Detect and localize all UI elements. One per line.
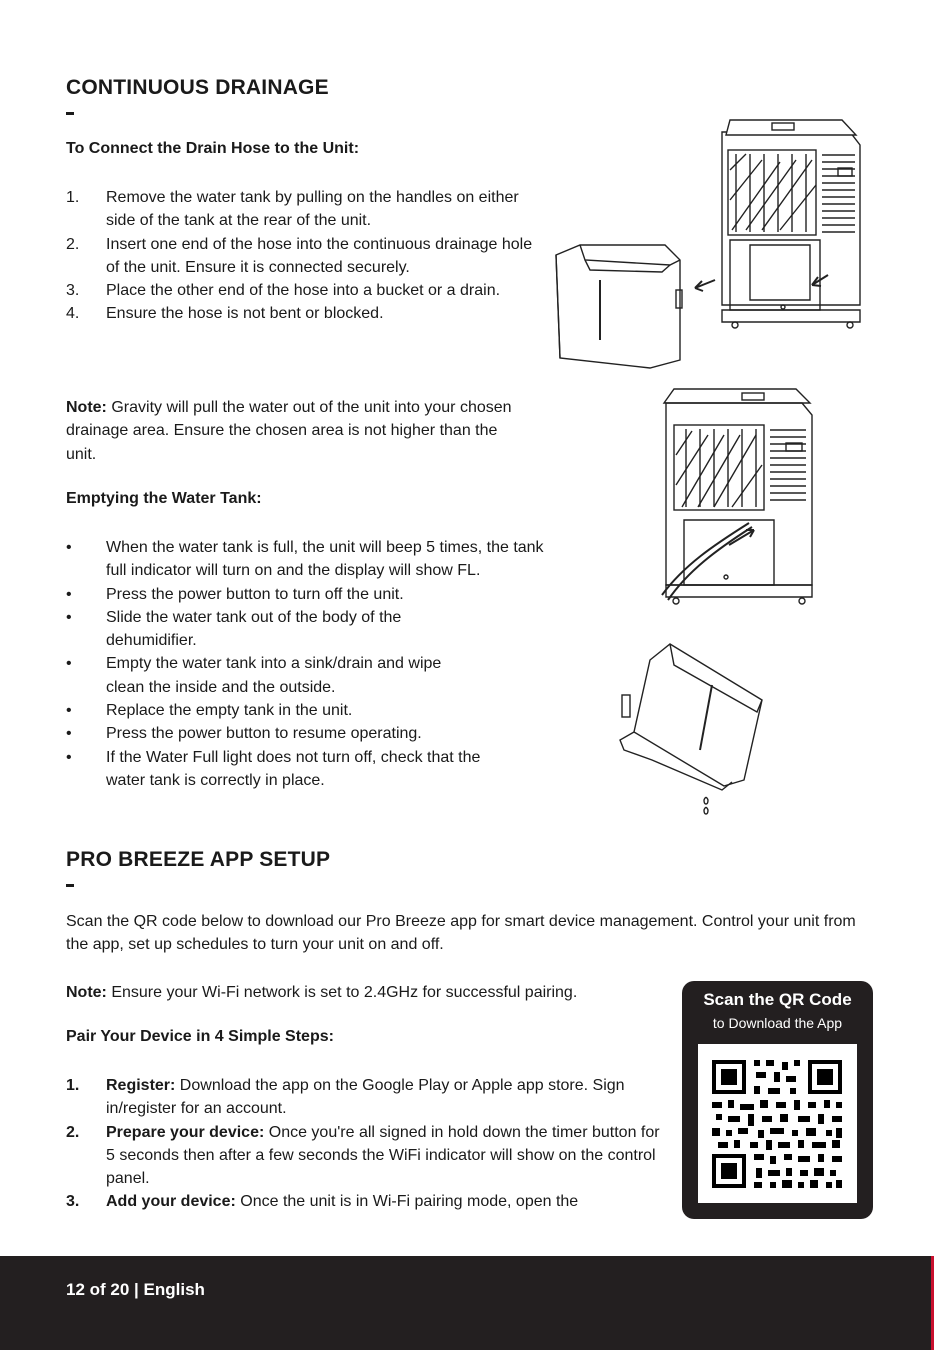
tank-removal-illustration <box>550 110 880 375</box>
empty-tank-illustration <box>612 640 772 820</box>
heading-dash <box>66 884 74 887</box>
list-item: • Press the power button to resume operating. <box>66 725 422 743</box>
list-item: • Empty the water tank into a sink/drain and wipe clean the inside and the outside. <box>66 655 442 696</box>
list-item: 2. Prepare your device: Once you're all signed in hold down the timer button for 5 seconds then after a few seconds the WiFi indicator will show on the control panel. <box>66 1123 660 1188</box>
list-item: 4. Ensure the hose is not bent or blocked. <box>66 305 384 323</box>
emptying-tank-subheading: Emptying the Water Tank: <box>66 490 262 507</box>
list-item: 2. Insert one end of the hose into the continuous drainage hole of the unit. Ensure it is connected securely. <box>66 235 533 276</box>
page-footer <box>0 1256 934 1350</box>
qr-code-card <box>682 981 873 1219</box>
footer-page-info <box>66 1280 205 1300</box>
qr-code[interactable] <box>698 1044 857 1203</box>
list-item: • Replace the empty tank in the unit. <box>66 702 353 720</box>
drain-hose-illustration <box>654 385 824 615</box>
emptying-tank-bullets <box>66 536 546 792</box>
list-item: 3. Place the other end of the hose into a bucket or a drain. <box>66 282 501 300</box>
footer-language: English <box>143 1280 205 1299</box>
list-item: • When the water tank is full, the unit will beep 5 times, the tank full indicator will turn on and the display will show FL. <box>66 539 544 580</box>
section-heading-app-setup: PRO BREEZE APP SETUP <box>66 848 331 871</box>
wifi-note: Note: Ensure your Wi-Fi network is set to 2.4GHz for successful pairing. <box>66 984 578 1001</box>
app-intro: Scan the QR code below to download our Pro Breeze app for smart device management. Control your unit from the app, set up schedules to turn your unit on and off. <box>66 913 856 954</box>
list-item: • Press the power button to turn off the unit. <box>66 585 404 603</box>
drain-hose-subheading: To Connect the Drain Hose to the Unit: <box>66 140 360 157</box>
list-item: 3. Add your device: Once the unit is in Wi-Fi pairing mode, open the <box>66 1193 579 1211</box>
heading-dash <box>66 112 74 115</box>
list-item: • If the Water Full light does not turn off, check that the water tank is correctly in place. <box>66 748 481 789</box>
list-item: 1. Register: Download the app on the Google Play or Apple app store. Sign in/register for an account. <box>66 1077 625 1118</box>
list-item: 1. Remove the water tank by pulling on the handles on either side of the tank at the rear of the unit. <box>66 189 519 230</box>
pairing-subheading: Pair Your Device in 4 Simple Steps: <box>66 1028 334 1045</box>
list-item: • Slide the water tank out of the body of the dehumidifier. <box>66 608 402 650</box>
page-number: 12 of 20 <box>66 1280 130 1299</box>
qr-card-subtitle: to Download the App <box>712 1015 843 1031</box>
footer-separator: | <box>134 1280 139 1299</box>
qr-code-icon <box>698 1044 857 1203</box>
pairing-steps <box>66 1074 666 1214</box>
section-heading-continuous-drainage: CONTINUOUS DRAINAGE <box>66 76 329 99</box>
drainage-note: Note: Gravity will pull the water out of the unit into your chosen drainage area. Ensure the chosen area is not higher than the unit. <box>66 399 512 463</box>
drain-hose-steps <box>66 186 536 326</box>
qr-card-title: Scan the QR Code <box>703 990 852 1009</box>
